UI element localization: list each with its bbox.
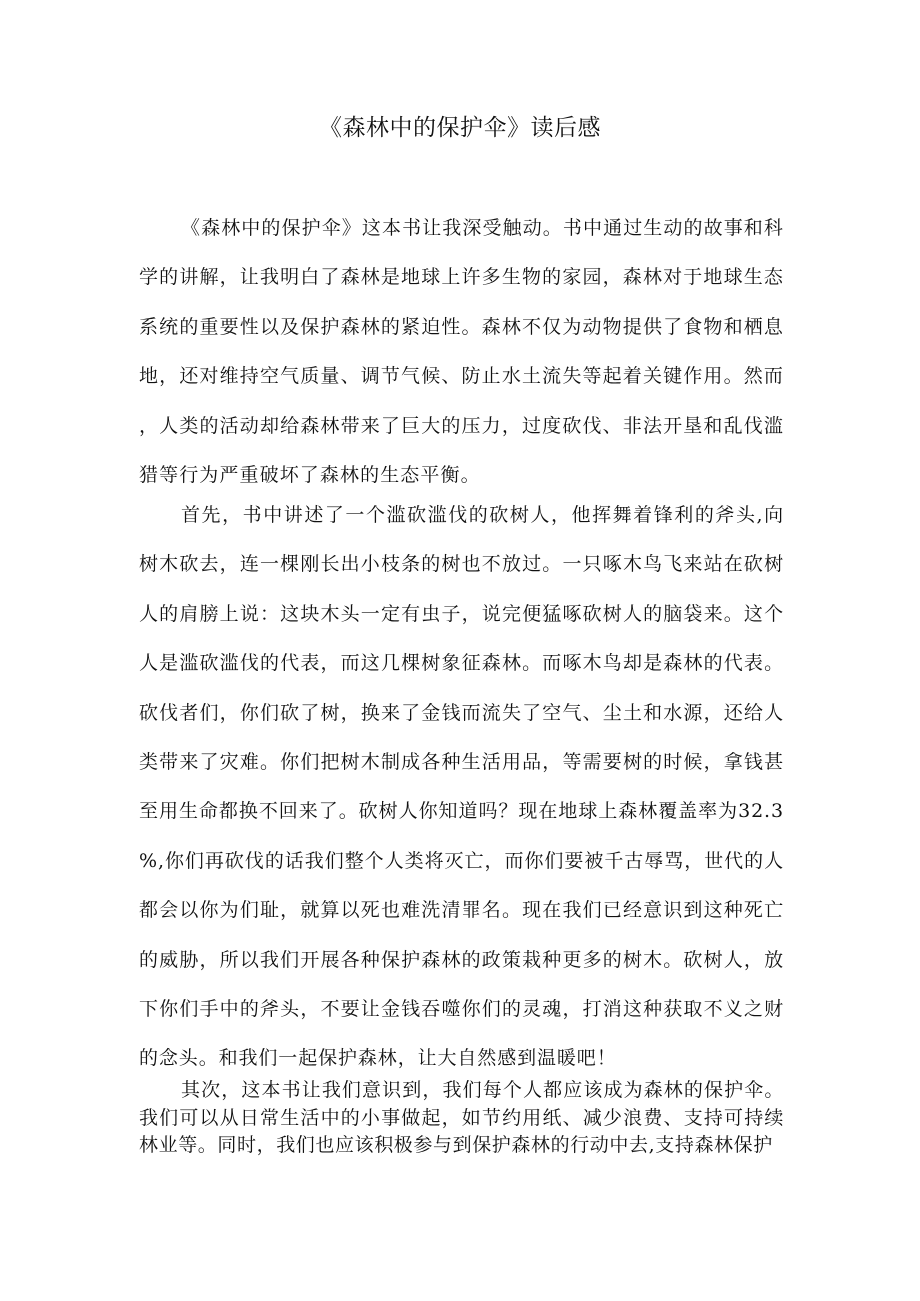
paragraph-second: 其次，这本书让我们意识到，我们每个人都应该成为森林的保护伞。我们可以从日常生活中的小事做起，如节约用纸、减少浪费、支持可持续林业等。同时，我们也应该积极参与到保护森林的行动中去,支持森林保护 [139,1079,784,1156]
document-title: 《森林中的保护伞》读后感 [319,115,601,141]
paragraph-first: 首先，书中讲述了一个滥砍滥伐的砍树人，他挥舞着锋利的斧头,向树木砍去，连一棵刚长出小枝条的树也不放过。一只啄木鸟飞来站在砍树人的肩膀上说：这块木头一定有虫子，说完便猛啄砍树人的脑袋来。这个人是滥砍滥伐的代表，而这几棵树象征森林。而啄木鸟却是森林的代表。砍伐者们，你们砍了树，换来了金钱而流失了空气、尘土和水源，还给人类带来了灾难。你们把树木制成各种生活用品，等需要树的时候，拿钱甚至用生命都换不回来了。砍树人你知道吗？现在地球上森林覆盖率为32.3%,你们再砍伐的话我们整个人类将灭亡，而你们要被千古辱骂，世代的人都会以你为们耻，就算以死也难洗清罪名。现在我们已经意识到这种死亡的威胁，所以我们开展各种保护森林的政策栽种更多的树木。砍树人，放下你们手中的斧头，不要让金钱吞噬你们的灵魂，打消这种获取不义之财的念头。和我们一起保护森林，让大自然感到温暖吧！ [139,504,784,1070]
paragraph-intro: 《森林中的保护伞》这本书让我深受触动。书中通过生动的故事和科学的讲解，让我明白了森林是地球上许多生物的家园，森林对于地球生态系统的重要性以及保护森林的紧迫性。森林不仅为动物提供了食物和栖息地，还对维持空气质量、调节气候、防止水土流失等起着关键作用。然而，人类的活动却给森林带来了巨大的压力，过度砍伐、非法开垦和乱伐滥猎等行为严重破坏了森林的生态平衡。 [139,217,785,487]
